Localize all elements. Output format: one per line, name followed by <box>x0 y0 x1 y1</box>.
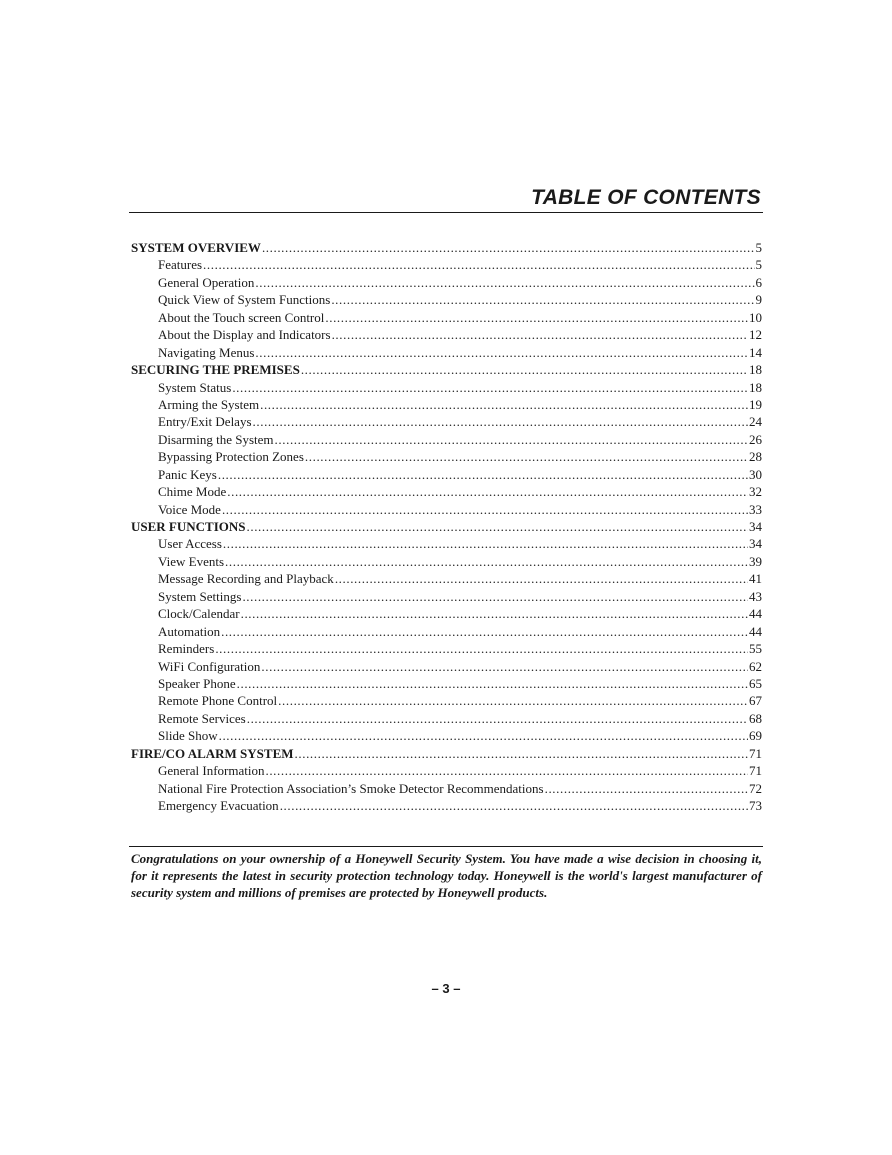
page-title: TABLE OF CONTENTS <box>531 186 761 209</box>
toc-entry-page-number: 33 <box>749 501 762 517</box>
toc-dot-leader <box>253 413 748 430</box>
toc-entry-page-number: 68 <box>749 710 762 726</box>
toc-subsection-entry <box>131 466 762 483</box>
toc-section-entry <box>131 361 762 378</box>
toc-subsection-entry <box>131 588 762 605</box>
toc-entry-page-number: 9 <box>755 292 762 308</box>
toc-dot-leader <box>325 309 748 326</box>
toc-entry-label: Chime Mode <box>158 484 227 500</box>
toc-entry-page-number: 44 <box>749 623 762 639</box>
page-number: – 3 – <box>431 981 461 996</box>
toc-entry-label: Voice Mode <box>158 501 221 517</box>
toc-dot-leader <box>237 675 748 692</box>
toc-entry-page-number: 5 <box>755 257 762 273</box>
toc-entry-page-number: 55 <box>749 641 762 657</box>
toc-entry-page-number: 28 <box>749 449 762 465</box>
toc-dot-leader <box>301 361 748 378</box>
toc-subsection-entry <box>131 448 762 465</box>
toc-entry-page-number: 71 <box>749 763 762 779</box>
toc-entry-page-number: 72 <box>749 780 762 796</box>
toc-entry-label: Message Recording and Playback <box>158 571 334 587</box>
toc-entry-label: Entry/Exit Delays <box>158 414 252 430</box>
toc-subsection-entry <box>131 535 762 552</box>
toc-subsection-entry <box>131 605 762 622</box>
toc-entry-page-number: 14 <box>749 344 762 360</box>
toc-dot-leader <box>227 483 748 500</box>
toc-subsection-entry <box>131 710 762 727</box>
toc-section-entry <box>131 518 762 535</box>
toc-dot-leader <box>255 274 754 291</box>
toc-subsection-entry <box>131 553 762 570</box>
toc-dot-leader <box>260 396 748 413</box>
toc-entry-label: Remote Services <box>158 710 246 726</box>
toc-header <box>129 184 763 213</box>
toc-entry-page-number: 12 <box>749 327 762 343</box>
toc-subsection-entry <box>131 780 762 797</box>
toc-dot-leader <box>331 291 754 308</box>
toc-entry-page-number: 67 <box>749 693 762 709</box>
toc-subsection-entry <box>131 658 762 675</box>
toc-entry-label: SECURING THE PREMISES <box>131 362 300 378</box>
toc-subsection-entry <box>131 762 762 779</box>
toc-entry-label: About the Display and Indicators <box>158 327 331 343</box>
toc-entry-label: View Events <box>158 553 225 569</box>
toc-entry-label: WiFi Configuration <box>158 658 261 674</box>
toc-entry-label: System Settings <box>158 588 242 604</box>
toc-entry-label: Slide Show <box>158 728 218 744</box>
toc-subsection-entry <box>131 727 762 744</box>
toc-subsection-entry <box>131 326 762 343</box>
toc-subsection-entry <box>131 623 762 640</box>
toc-dot-leader <box>223 535 748 552</box>
toc-entry-page-number: 65 <box>749 675 762 691</box>
toc-dot-leader <box>241 605 748 622</box>
toc-subsection-entry <box>131 274 762 291</box>
toc-entry-page-number: 30 <box>749 466 762 482</box>
toc-dot-leader <box>219 727 748 744</box>
toc-entry-page-number: 5 <box>755 240 762 255</box>
toc-dot-leader <box>242 588 748 605</box>
toc-entry-label: Bypassing Protection Zones <box>158 449 304 465</box>
toc-entry-page-number: 10 <box>749 309 762 325</box>
toc-entry-label: User Access <box>158 536 222 552</box>
toc-entry-label: FIRE/CO ALARM SYSTEM <box>131 745 294 761</box>
toc-subsection-entry <box>131 675 762 692</box>
note-divider <box>129 846 763 847</box>
toc-subsection-entry <box>131 483 762 500</box>
toc-dot-leader <box>295 745 748 762</box>
toc-dot-leader <box>278 692 748 709</box>
toc-dot-leader <box>222 501 748 518</box>
toc-entry-label: Speaker Phone <box>158 675 236 691</box>
toc-dot-leader <box>332 326 748 343</box>
toc-entry-label: Navigating Menus <box>158 344 255 360</box>
table-of-contents <box>131 239 762 814</box>
toc-dot-leader <box>247 710 748 727</box>
toc-entry-page-number: 69 <box>749 728 762 744</box>
toc-subsection-entry <box>131 344 762 361</box>
toc-dot-leader <box>232 379 748 396</box>
toc-subsection-entry <box>131 309 762 326</box>
toc-subsection-entry <box>131 431 762 448</box>
toc-entry-page-number: 18 <box>749 379 762 395</box>
toc-subsection-entry <box>131 640 762 657</box>
toc-subsection-entry <box>131 256 762 273</box>
toc-entry-page-number: 34 <box>749 536 762 552</box>
toc-dot-leader <box>215 640 748 657</box>
toc-entry-label: Remote Phone Control <box>158 693 278 709</box>
toc-entry-page-number: 6 <box>755 274 762 290</box>
toc-entry-label: Clock/Calendar <box>158 606 240 622</box>
toc-dot-leader <box>335 570 748 587</box>
toc-entry-page-number: 43 <box>749 588 762 604</box>
toc-entry-page-number: 18 <box>749 362 762 378</box>
toc-entry-label: National Fire Protection Association’s Smoke Detector Recommendations <box>158 780 544 796</box>
toc-entry-label: Automation <box>158 623 221 639</box>
toc-entry-page-number: 39 <box>749 553 762 569</box>
toc-entry-page-number: 41 <box>749 571 762 587</box>
toc-entry-label: General Information <box>158 763 265 779</box>
toc-entry-page-number: 32 <box>749 484 762 500</box>
toc-entry-label: General Operation <box>158 274 255 290</box>
toc-entry-label: About the Touch screen Control <box>158 309 325 325</box>
toc-dot-leader <box>255 344 748 361</box>
toc-dot-leader <box>261 658 748 675</box>
toc-subsection-entry <box>131 379 762 396</box>
toc-entry-page-number: 19 <box>749 396 762 412</box>
toc-subsection-entry <box>131 501 762 518</box>
toc-entry-label: Disarming the System <box>158 431 274 447</box>
toc-subsection-entry <box>131 797 762 814</box>
toc-dot-leader <box>218 466 748 483</box>
toc-section-entry <box>131 745 762 762</box>
toc-subsection-entry <box>131 570 762 587</box>
toc-entry-label: Reminders <box>158 641 215 657</box>
toc-subsection-entry <box>131 291 762 308</box>
toc-entry-page-number: 71 <box>749 745 762 761</box>
toc-entry-page-number: 26 <box>749 431 762 447</box>
toc-entry-page-number: 73 <box>749 798 762 813</box>
toc-subsection-entry <box>131 413 762 430</box>
toc-entry-label: Panic Keys <box>158 466 217 482</box>
toc-entry-label: Arming the System <box>158 396 260 412</box>
toc-entry-label: System Status <box>158 379 232 395</box>
toc-entry-label: SYSTEM OVERVIEW <box>131 240 261 255</box>
toc-entry-page-number: 34 <box>749 519 762 534</box>
toc-section-entry <box>131 239 762 256</box>
toc-entry-label: Features <box>158 257 203 273</box>
toc-dot-leader <box>225 553 748 570</box>
toc-dot-leader <box>275 431 748 448</box>
toc-dot-leader <box>262 239 755 256</box>
toc-dot-leader <box>265 762 748 779</box>
toc-entry-label: USER FUNCTIONS <box>131 519 246 534</box>
toc-entry-label: Quick View of System Functions <box>158 292 331 308</box>
toc-dot-leader <box>221 623 748 640</box>
toc-dot-leader <box>247 518 749 535</box>
toc-entry-page-number: 62 <box>749 658 762 674</box>
toc-dot-leader <box>305 448 748 465</box>
toc-entry-page-number: 24 <box>749 414 762 430</box>
toc-entry-label: Emergency Evacuation <box>158 798 279 813</box>
congratulations-note: Congratulations on your ownership of a Honeywell Security System. You have made a wise decision in choosing it, for it represents the latest in security protection technology today. Honeywell is the world's largest manufacturer of security system and millions of premises are protected by Honeywell products. <box>131 851 762 901</box>
toc-dot-leader <box>203 256 754 273</box>
toc-subsection-entry <box>131 692 762 709</box>
toc-entry-page-number: 44 <box>749 606 762 622</box>
toc-subsection-entry <box>131 396 762 413</box>
toc-dot-leader <box>280 797 748 814</box>
toc-dot-leader <box>545 780 748 797</box>
